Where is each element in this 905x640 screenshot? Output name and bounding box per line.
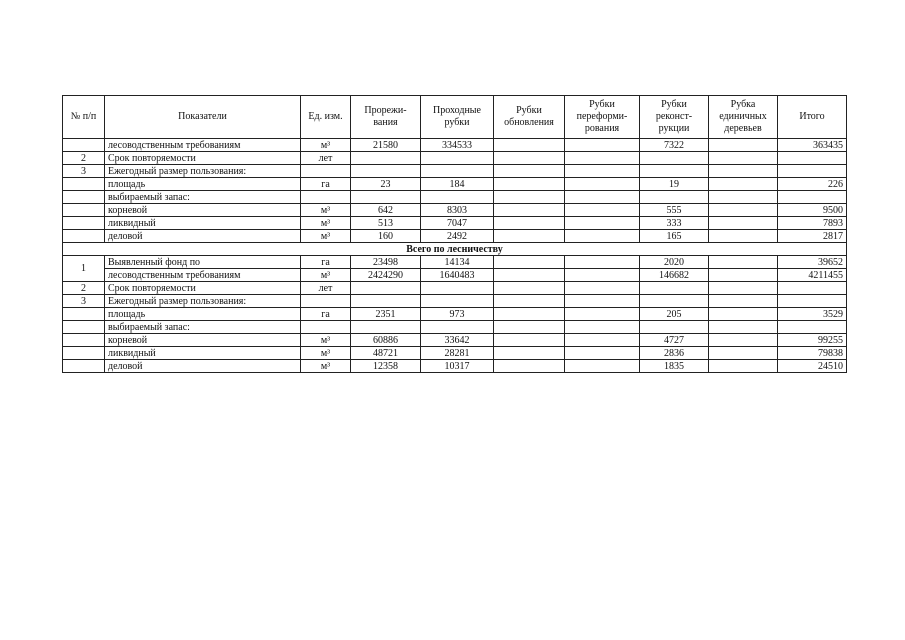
row-cell: 33642	[421, 334, 494, 347]
row-label: площадь	[105, 308, 301, 321]
row-cell	[351, 295, 421, 308]
row-cell	[565, 230, 640, 243]
row-cell	[494, 165, 565, 178]
row-cell: 642	[351, 204, 421, 217]
table-row	[63, 308, 847, 321]
row-number	[63, 204, 105, 217]
row-cell: 4727	[640, 334, 709, 347]
row-total	[778, 191, 847, 204]
row-cell: 2836	[640, 347, 709, 360]
row-cell	[709, 152, 778, 165]
row-unit: м³	[301, 360, 351, 373]
table-row	[63, 269, 847, 282]
row-cell	[494, 347, 565, 360]
row-unit: лет	[301, 152, 351, 165]
row-cell	[640, 295, 709, 308]
row-label: ликвидный	[105, 347, 301, 360]
row-cell	[709, 256, 778, 269]
forest-use-table	[62, 95, 847, 373]
row-cell	[565, 204, 640, 217]
row-cell	[494, 204, 565, 217]
row-total: 9500	[778, 204, 847, 217]
row-cell: 184	[421, 178, 494, 191]
row-cell	[709, 165, 778, 178]
row-cell	[709, 139, 778, 152]
section-row	[63, 243, 847, 256]
row-label: деловой	[105, 360, 301, 373]
row-cell: 146682	[640, 269, 709, 282]
section-title: Всего по лесничеству	[63, 243, 847, 256]
row-total	[778, 165, 847, 178]
row-cell	[640, 152, 709, 165]
row-total	[778, 282, 847, 295]
row-label: деловой	[105, 230, 301, 243]
row-cell	[565, 334, 640, 347]
row-cell: 7047	[421, 217, 494, 230]
table-row	[63, 347, 847, 360]
row-cell	[709, 308, 778, 321]
row-number: 3	[63, 165, 105, 178]
row-cell	[709, 217, 778, 230]
header-row	[63, 96, 847, 139]
row-unit: м³	[301, 139, 351, 152]
row-unit	[301, 295, 351, 308]
row-label: Ежегодный размер пользования:	[105, 295, 301, 308]
col-header-reformation-cuts: Рубки переформи-рования	[565, 96, 640, 139]
table-row	[63, 152, 847, 165]
row-label: Выявленный фонд по	[105, 256, 301, 269]
col-header-single-tree-cuts: Рубка единичных деревьев	[709, 96, 778, 139]
row-number	[63, 334, 105, 347]
row-unit	[301, 165, 351, 178]
row-label: выбираемый запас:	[105, 321, 301, 334]
row-cell	[565, 360, 640, 373]
row-total: 2817	[778, 230, 847, 243]
row-cell: 8303	[421, 204, 494, 217]
row-total	[778, 295, 847, 308]
row-cell	[565, 165, 640, 178]
table-row	[63, 191, 847, 204]
table-row	[63, 282, 847, 295]
row-cell	[351, 152, 421, 165]
col-header-reconstruction-cuts: Рубки реконст-рукции	[640, 96, 709, 139]
row-cell	[351, 321, 421, 334]
table-row	[63, 334, 847, 347]
row-number: 2	[63, 282, 105, 295]
col-header-num: № п/п	[63, 96, 105, 139]
row-cell	[565, 295, 640, 308]
row-total: 363435	[778, 139, 847, 152]
row-cell	[421, 191, 494, 204]
table-row	[63, 360, 847, 373]
row-cell	[709, 282, 778, 295]
table-row	[63, 204, 847, 217]
row-unit: м³	[301, 334, 351, 347]
row-cell	[709, 269, 778, 282]
row-number	[63, 230, 105, 243]
row-unit: м³	[301, 269, 351, 282]
row-number	[63, 217, 105, 230]
row-unit: м³	[301, 217, 351, 230]
row-unit	[301, 321, 351, 334]
row-unit: га	[301, 178, 351, 191]
row-cell	[421, 295, 494, 308]
row-cell: 1835	[640, 360, 709, 373]
row-cell	[640, 191, 709, 204]
row-cell	[494, 217, 565, 230]
row-cell: 2424290	[351, 269, 421, 282]
col-header-passage-cuts: Проходные рубки	[421, 96, 494, 139]
row-unit: га	[301, 256, 351, 269]
row-total: 24510	[778, 360, 847, 373]
row-cell	[565, 217, 640, 230]
row-cell	[709, 321, 778, 334]
table-row	[63, 256, 847, 269]
col-header-unit: Ед. изм.	[301, 96, 351, 139]
row-unit: м³	[301, 230, 351, 243]
row-total: 7893	[778, 217, 847, 230]
row-cell	[421, 282, 494, 295]
row-cell	[640, 165, 709, 178]
row-cell: 23498	[351, 256, 421, 269]
row-number	[63, 191, 105, 204]
row-cell	[565, 321, 640, 334]
row-label: Ежегодный размер пользования:	[105, 165, 301, 178]
row-cell: 165	[640, 230, 709, 243]
row-total	[778, 152, 847, 165]
row-cell: 14134	[421, 256, 494, 269]
section-body	[63, 243, 847, 282]
row-cell	[565, 191, 640, 204]
row-cell	[351, 165, 421, 178]
row-label: Срок повторяемости	[105, 152, 301, 165]
row-cell	[709, 295, 778, 308]
row-unit: м³	[301, 204, 351, 217]
row-cell: 48721	[351, 347, 421, 360]
row-cell: 7322	[640, 139, 709, 152]
row-cell	[494, 282, 565, 295]
row-number	[63, 347, 105, 360]
row-total: 226	[778, 178, 847, 191]
row-cell	[421, 152, 494, 165]
row-cell	[565, 282, 640, 295]
row-cell: 205	[640, 308, 709, 321]
row-cell	[494, 178, 565, 191]
row-label: площадь	[105, 178, 301, 191]
row-total: 99255	[778, 334, 847, 347]
row-cell	[494, 139, 565, 152]
row-cell	[494, 308, 565, 321]
row-cell	[565, 256, 640, 269]
row-cell	[494, 230, 565, 243]
row-cell	[709, 230, 778, 243]
row-number: 3	[63, 295, 105, 308]
row-cell: 12358	[351, 360, 421, 373]
row-cell: 10317	[421, 360, 494, 373]
row-number	[63, 178, 105, 191]
row-cell: 160	[351, 230, 421, 243]
row-cell: 973	[421, 308, 494, 321]
row-cell	[494, 152, 565, 165]
row-cell	[494, 191, 565, 204]
row-cell	[709, 347, 778, 360]
row-cell	[640, 282, 709, 295]
row-cell: 2351	[351, 308, 421, 321]
row-cell	[421, 321, 494, 334]
row-cell: 513	[351, 217, 421, 230]
row-cell	[351, 191, 421, 204]
row-cell	[494, 269, 565, 282]
col-header-renewal-cuts: Рубки обновления	[494, 96, 565, 139]
row-cell: 1640483	[421, 269, 494, 282]
row-cell	[565, 139, 640, 152]
row-cell: 19	[640, 178, 709, 191]
row-cell	[421, 165, 494, 178]
row-cell: 334533	[421, 139, 494, 152]
row-label: корневой	[105, 334, 301, 347]
table-row	[63, 178, 847, 191]
row-cell: 60886	[351, 334, 421, 347]
row-unit: м³	[301, 347, 351, 360]
col-header-indicator: Показатели	[105, 96, 301, 139]
row-cell: 555	[640, 204, 709, 217]
table-row	[63, 139, 847, 152]
table-body-bottom	[63, 282, 847, 373]
row-cell: 23	[351, 178, 421, 191]
row-cell: 2492	[421, 230, 494, 243]
row-cell: 2020	[640, 256, 709, 269]
table-body-top	[63, 139, 847, 243]
row-total: 79838	[778, 347, 847, 360]
table-row	[63, 217, 847, 230]
row-cell	[494, 334, 565, 347]
row-number	[63, 308, 105, 321]
row-label: Срок повторяемости	[105, 282, 301, 295]
col-header-thinning: Прорежи-вания	[351, 96, 421, 139]
row-cell	[565, 178, 640, 191]
row-number	[63, 139, 105, 152]
row-label: ликвидный	[105, 217, 301, 230]
row-total	[778, 321, 847, 334]
row-label: лесоводственным требованиям	[105, 269, 301, 282]
row-cell	[709, 204, 778, 217]
row-cell	[709, 191, 778, 204]
row-total: 3529	[778, 308, 847, 321]
row-label: корневой	[105, 204, 301, 217]
row-number	[63, 360, 105, 373]
row-cell: 333	[640, 217, 709, 230]
row-cell: 21580	[351, 139, 421, 152]
row-cell	[709, 334, 778, 347]
table-row	[63, 321, 847, 334]
row-total: 39652	[778, 256, 847, 269]
table-row	[63, 295, 847, 308]
row-total: 4211455	[778, 269, 847, 282]
row-number	[63, 321, 105, 334]
table-row	[63, 230, 847, 243]
row-cell	[709, 178, 778, 191]
row-cell	[565, 347, 640, 360]
table-row	[63, 165, 847, 178]
row-cell	[494, 256, 565, 269]
row-number: 1	[63, 256, 105, 282]
row-cell	[640, 321, 709, 334]
row-cell	[565, 152, 640, 165]
row-cell	[494, 360, 565, 373]
row-cell	[494, 321, 565, 334]
row-label: лесоводственным требованиям	[105, 139, 301, 152]
row-unit: лет	[301, 282, 351, 295]
row-label: выбираемый запас:	[105, 191, 301, 204]
row-cell	[709, 360, 778, 373]
row-cell: 28281	[421, 347, 494, 360]
row-cell	[565, 269, 640, 282]
col-header-total: Итого	[778, 96, 847, 139]
row-number: 2	[63, 152, 105, 165]
row-unit: га	[301, 308, 351, 321]
row-unit	[301, 191, 351, 204]
row-cell	[565, 308, 640, 321]
row-cell	[351, 282, 421, 295]
row-cell	[494, 295, 565, 308]
